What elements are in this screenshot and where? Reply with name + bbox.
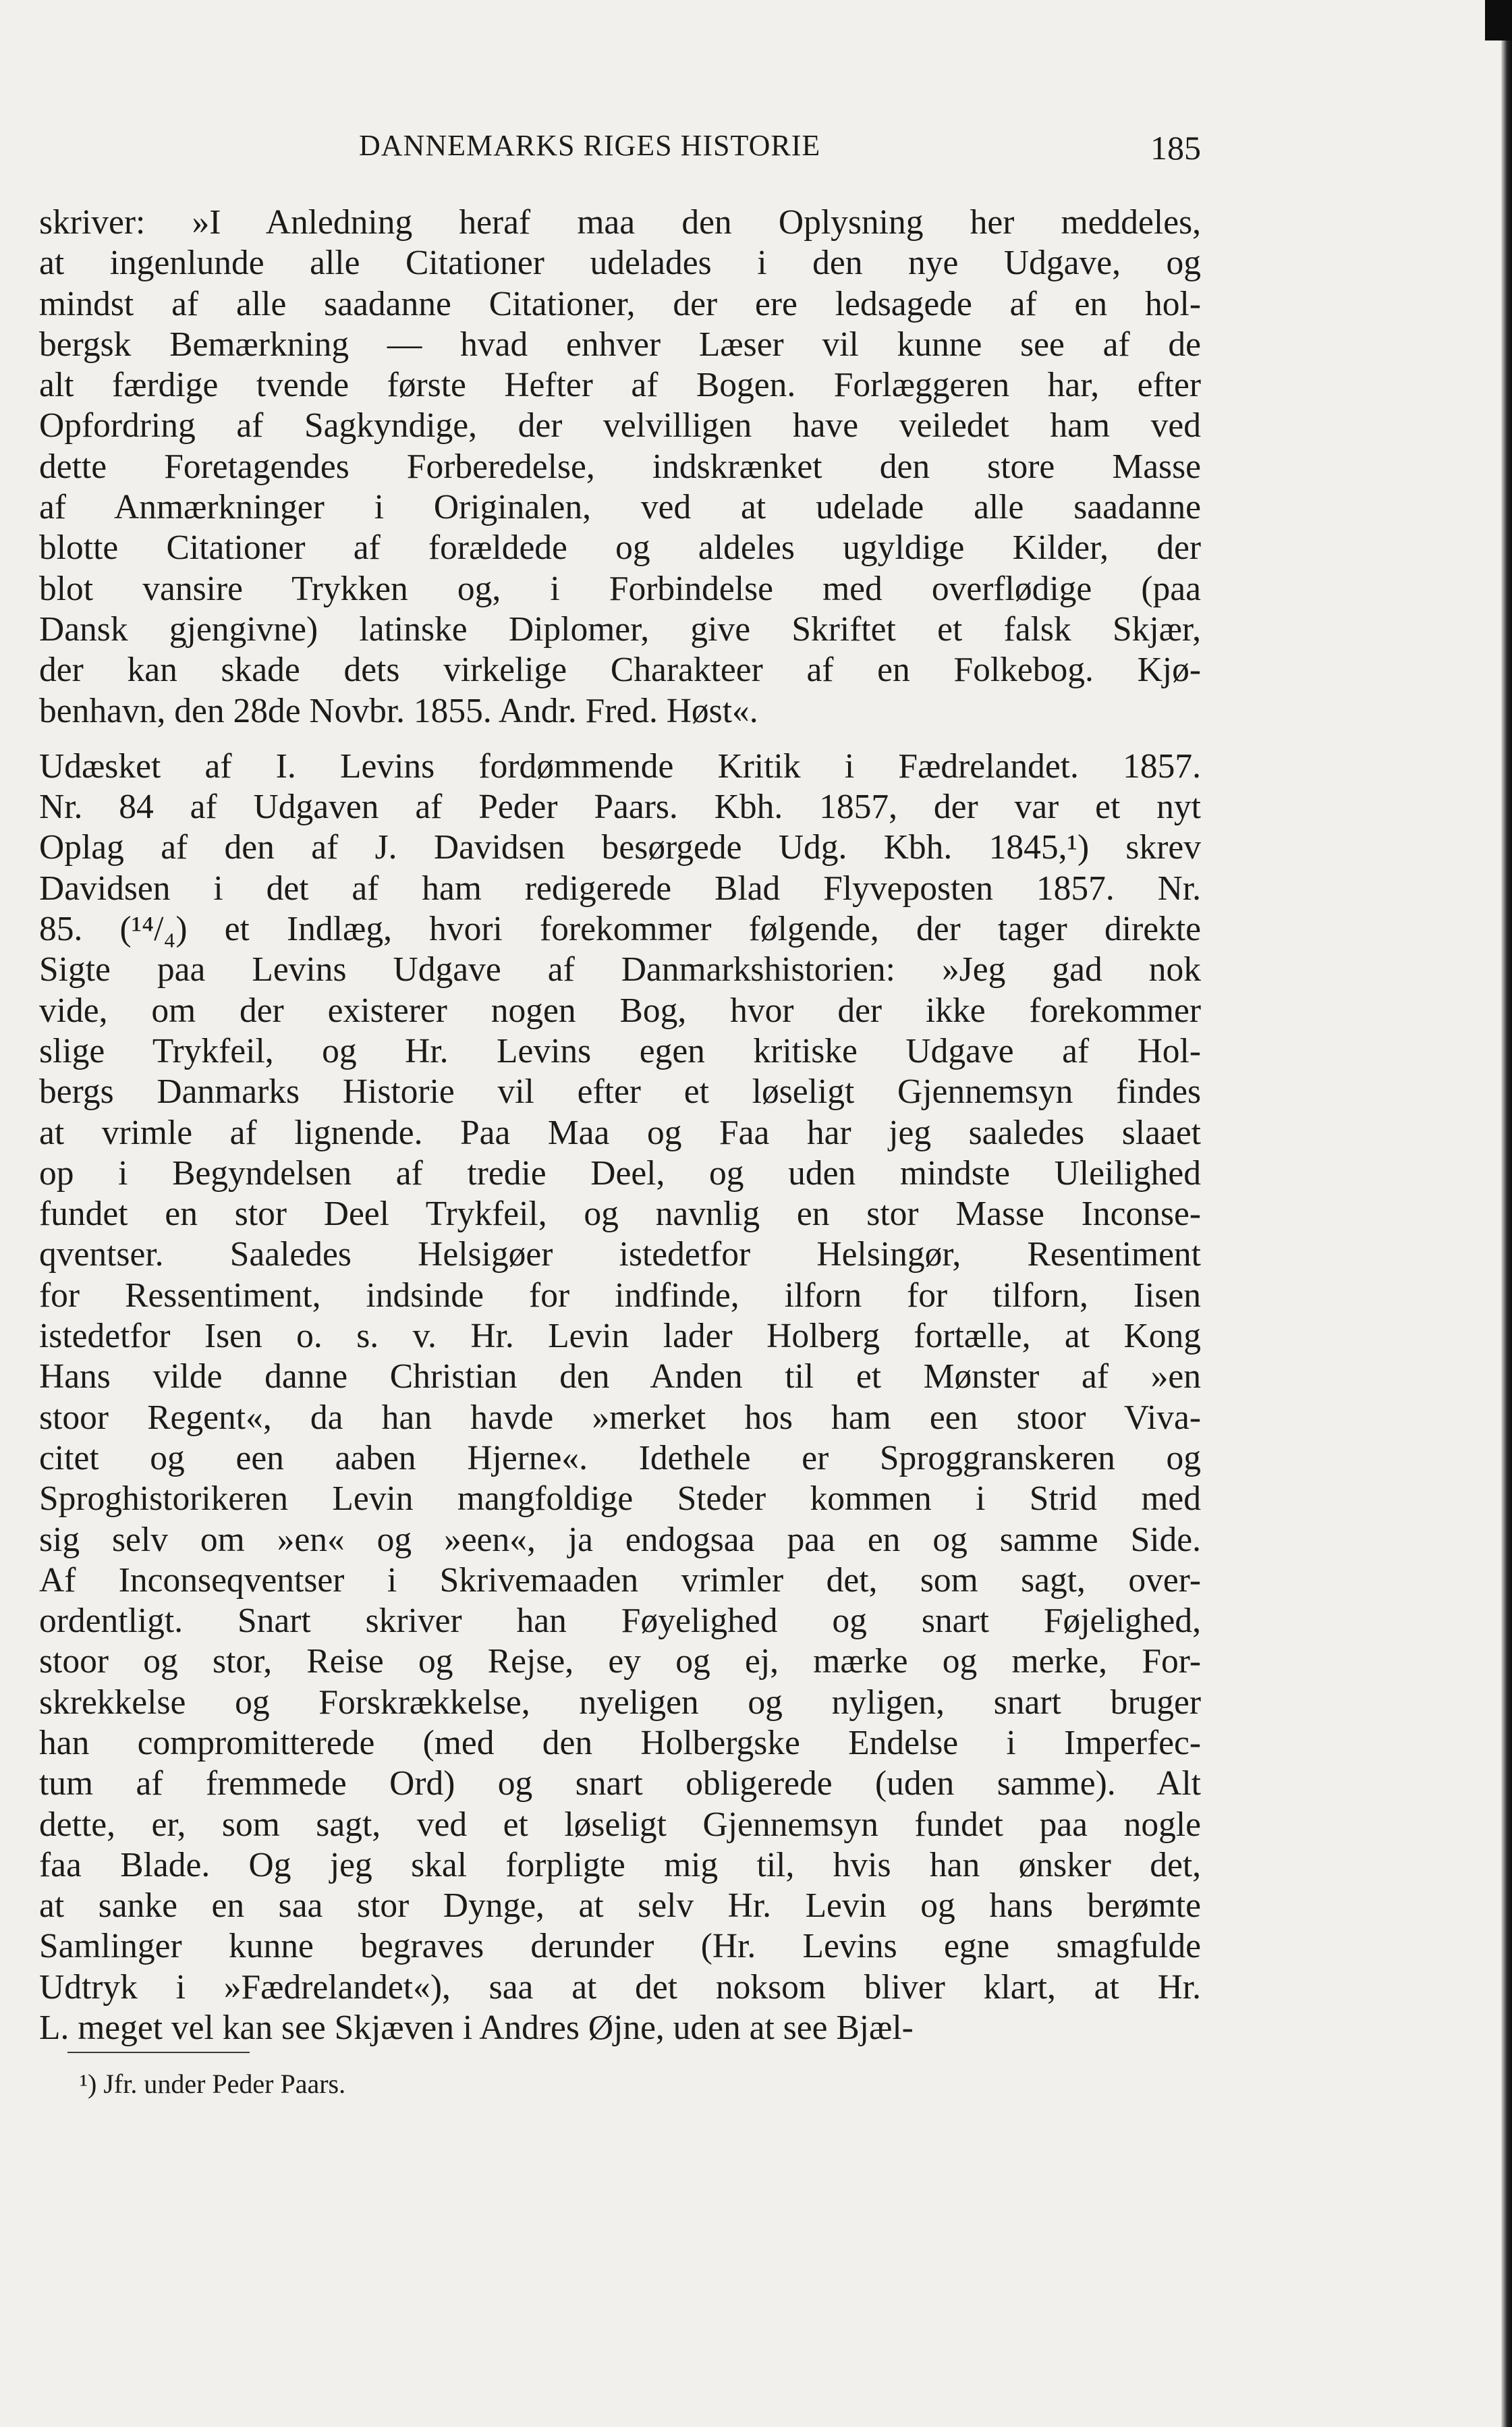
text-line: skriver: »I Anledning heraf maa den Oplysning her meddeles, <box>39 203 1201 242</box>
text-line: dette Foretagendes Forberedelse, indskrænket den store Masse <box>39 447 1201 486</box>
text-line: at vrimle af lignende. Paa Maa og Faa har jeg saaledes slaaet <box>39 1113 1201 1152</box>
text-line: Hans vilde danne Christian den Anden til et Mønster af »en <box>39 1357 1201 1396</box>
text-line: Opfordring af Sagkyndige, der velvilligen have veiledet ham ved <box>39 406 1201 445</box>
text-line: L. meget vel kan see Skjæven i Andres Øjne, uden at see Bjæl- <box>39 2009 914 2048</box>
running-head <box>42 128 1201 169</box>
text-line: Sproghistorikeren Levin mangfoldige Steder kommen i Strid med <box>39 1479 1201 1519</box>
text-line: sig selv om »en« og »een«, ja endogsaa paa en og samme Side. <box>39 1520 1201 1559</box>
page-corner-shadow <box>1485 0 1512 40</box>
text-line: bergsk Bemærkning — hvad enhver Læser vil kunne see af de <box>39 325 1201 364</box>
text-line: blot vansire Trykken og, i Forbindelse med overflødige (paa <box>39 569 1201 608</box>
text-line: der kan skade dets virkelige Charakteer af en Folkebog. Kjø- <box>39 651 1201 690</box>
text-line: slige Trykfeil, og Hr. Levins egen kritiske Udgave af Hol- <box>39 1031 1201 1070</box>
paragraph <box>39 202 1201 732</box>
text-line: bergs Danmarks Historie vil efter et løseligt Gjennemsyn findes <box>39 1072 1201 1112</box>
text-line: at sanke en saa stor Dynge, at selv Hr. Levin og hans berømte <box>39 1886 1201 1926</box>
body-text <box>39 202 1201 2048</box>
text-line: blotte Citationer af forældede og aldeles ugyldige Kilder, der <box>39 528 1201 568</box>
text-line: tum af fremmede Ord) og snart obligerede (uden samme). Alt <box>39 1764 1201 1803</box>
paragraph-gap <box>39 732 1201 746</box>
text-line: han compromitterede (med den Holbergske Endelse i Imperfec- <box>39 1723 1201 1762</box>
text-line: Dansk gjengivne) latinske Diplomer, give Skriftet et falsk Skjær, <box>39 609 1201 649</box>
text-line: Oplag af den af J. Davidsen besørgede Udg. Kbh. 1845,¹) skrev <box>39 828 1201 867</box>
text-line: ordentligt. Snart skriver han Føyelighed og snart Føjelighed, <box>39 1602 1201 1641</box>
text-line: Udtryk i »Fædrelandet«), saa at det noksom bliver klart, at Hr. <box>39 1967 1201 2007</box>
text-line: stoor Regent«, da han havde »merket hos ham een stoor Viva- <box>39 1398 1201 1437</box>
text-line: af Anmærkninger i Originalen, ved at udelade alle saadanne <box>39 488 1201 527</box>
text-line: Af Inconseqventser i Skrivemaaden vrimler det, som sagt, over- <box>39 1560 1201 1600</box>
text-line: at ingenlunde alle Citationer udelades i den nye Udgave, og <box>39 244 1201 283</box>
text-line: Samlinger kunne begraves derunder (Hr. Levins egne smagfulde <box>39 1927 1201 1966</box>
running-title: DANNEMARKS RIGES HISTORIE <box>359 129 821 162</box>
text-line: Udæsket af I. Levins fordømmende Kritik i Fædrelandet. 1857. <box>39 746 1201 786</box>
text-line: fundet en stor Deel Trykfeil, og navnlig en stor Masse Inconse- <box>39 1195 1201 1234</box>
page-number: 185 <box>1150 129 1201 167</box>
footnote-rule <box>67 2052 250 2053</box>
text-line: stoor og stor, Reise og Rejse, ey og ej, mærke og merke, For- <box>39 1642 1201 1681</box>
text-line: alt færdige tvende første Hefter af Bogen. Forlæggeren har, efter <box>39 366 1201 405</box>
text-line: istedetfor Isen o. s. v. Hr. Levin lader Holberg fortælle, at Kong <box>39 1317 1201 1356</box>
text-line: Nr. 84 af Udgaven af Peder Paars. Kbh. 1857, der var et nyt <box>39 788 1201 827</box>
text-line: qventser. Saaledes Helsigøer istedetfor Helsingør, Resentiment <box>39 1235 1201 1274</box>
page-edge-shadow <box>1501 0 1512 2427</box>
text-line: 85. (¹⁴/₄) et Indlæg, hvori forekommer følgende, der tager direkte <box>39 910 1201 949</box>
text-line: faa Blade. Og jeg skal forpligte mig til, hvis han ønsker det, <box>39 1845 1201 1884</box>
text-line: Sigte paa Levins Udgave af Danmarkshistorien: »Jeg gad nok <box>39 950 1201 989</box>
footnote: ¹) Jfr. under Peder Paars. <box>80 2069 346 2099</box>
text-line: for Ressentiment, indsinde for indfinde, ilforn for tilforn, Iisen <box>39 1276 1201 1315</box>
text-line: Davidsen i det af ham redigerede Blad Flyveposten 1857. Nr. <box>39 869 1201 908</box>
text-line: mindst af alle saadanne Citationer, der ere ledsagede af en hol- <box>39 284 1201 323</box>
text-line: dette, er, som sagt, ved et løseligt Gjennemsyn fundet paa nogle <box>39 1805 1201 1844</box>
paragraph <box>39 746 1201 2049</box>
text-line: op i Begyndelsen af tredie Deel, og uden mindste Uleilighed <box>39 1153 1201 1193</box>
text-line: benhavn, den 28de Novbr. 1855. Andr. Fred. Høst«. <box>39 691 758 730</box>
text-line: vide, om der existerer nogen Bog, hvor der ikke forekommer <box>39 991 1201 1030</box>
text-line: citet og een aaben Hjerne«. Idethele er Sproggranskeren og <box>39 1438 1201 1477</box>
text-line: skrekkelse og Forskrækkelse, nyeligen og nyligen, snart bruger <box>39 1683 1201 1722</box>
